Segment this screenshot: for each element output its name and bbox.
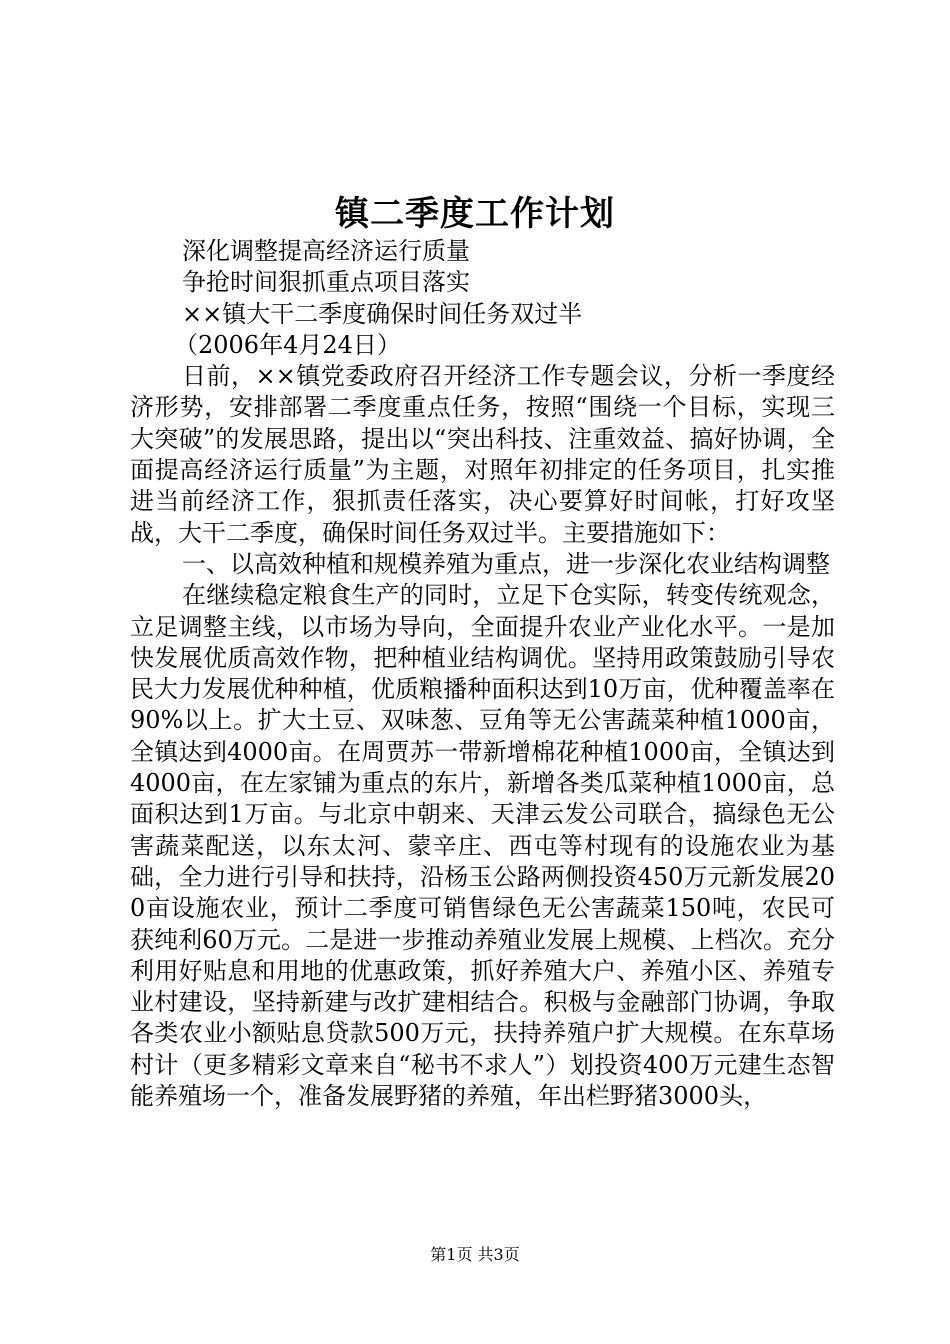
page-number: 第1页 共3页 [430,1245,520,1264]
subtitle-line: 争抢时间狠抓重点项目落实 [182,268,470,297]
section-heading: 一、以高效种植和规模养殖为重点，进一步深化农业结构调整 [182,549,830,578]
document-title: 镇二季度工作计划 [335,194,615,234]
subtitle-line: ××镇大干二季度确保时间任务双过半 [182,299,583,328]
document-body [130,236,835,1112]
body-paragraph: 在继续稳定粮食生产的同时，立足下仓实际，转变传统观念，立足调整主线，以市场为导向，全面提升农业产业化水平。一是加快发展优质高效作物，把种植业结构调优。坚持用政策鼓励引导农民大力发展优种种植，优质粮播种面积达到10万亩，优种覆盖率在90%以上。扩大土豆、双味葱、豆角等无公害蔬菜种植1000亩，全镇达到4000亩。在周贾苏一带新增棉花种植1000亩，全镇达到4000亩，在左家铺为重点的东片，新增各类瓜菜种植1000亩，总面积达到1万亩。与北京中朝来、天津云发公司联合，搞绿色无公害蔬菜配送，以东太河、蒙辛庄、西屯等村现有的设施农业为基础，全力进行引导和扶持，沿杨玉公路两侧投资450万元新发展200亩设施农业，预计二季度可销售绿色无公害蔬菜150吨，农民可获纯利60万元。二是进一步推动养殖业发展上规模、上档次。充分利用好贴息和用地的优惠政策，抓好养殖大户、养殖小区、养殖专业村建设，坚持新建与改扩建相结合。积极与金融部门协调，争取各类农业小额贴息贷款500万元，扶持养殖户扩大规模。在东草场村计（更多精彩文章来自“秘书不求人”）划投资400万元建生态智能养殖场一个，准备发展野猪的养殖，年出栏野猪3000头， [130,581,835,1111]
date-line: （2006年4月24日） [174,330,401,359]
body-paragraph: 日前，××镇党委政府召开经济工作专题会议，分析一季度经济形势，安排部署二季度重点任务，按照“围绕一个目标，实现三大突破”的发展思路，提出以“突出科技、注重效益、搞好协调，全面提高经济运行质量”为主题，对照年初排定的任务项目，扎实推进当前经济工作，狠抓责任落实，决心要算好时间帐，打好攻坚战，大干二季度，确保时间任务双过半。主要措施如下： [130,362,835,547]
subtitle-line: 深化调整提高经济运行质量 [182,237,470,265]
